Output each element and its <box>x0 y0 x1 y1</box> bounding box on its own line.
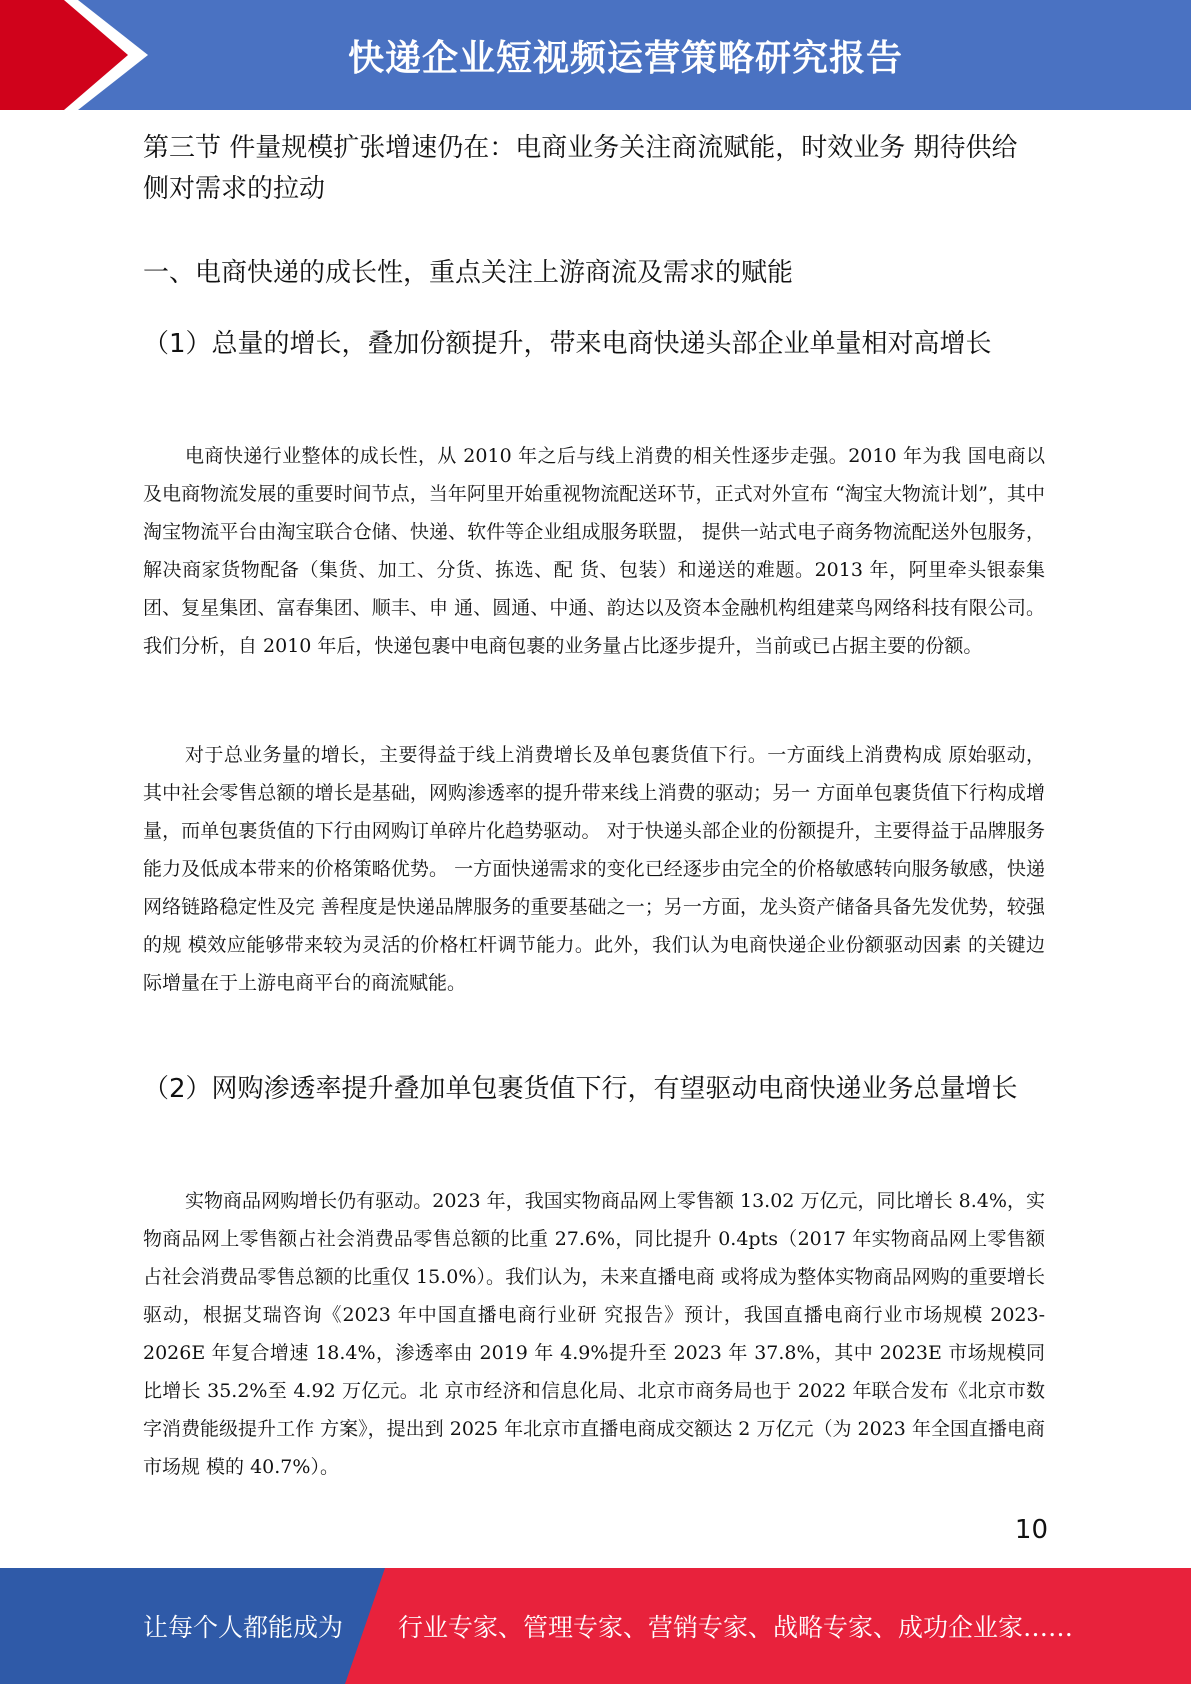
body-paragraph-1: 电商快递行业整体的成长性，从 2010 年之后与线上消费的相关性逐步走强。2010 年为我 国电商以及电商物流发展的重要时间节点，当年阿里开始重视物流配送环节，正式对外宣布 “淘宝大物流计划”，其中淘宝物流平台由淘宝联合仓储、快递、软件等企业组成服务联盟， 提供一站式电子商务物流配送外包服务，解决商家货物配备（集货、加工、分货、拣选、配 货、包装）和递送的难题。2013 年，阿里牵头银泰集团、复星集团、富春集团、顺丰、申 通、圆通、中通、韵达以及资本金融机构组建菜鸟网络科技有限公司。我们分析，自 2010 年后，快递包裹中电商包裹的业务量占比逐步提升，当前或已占据主要的份额。 <box>143 445 1045 657</box>
subsection-heading-1: （1）总量的增长，叠加份额提升，带来电商快递头部企业单量相对高增长 <box>143 329 992 359</box>
page-header <box>0 0 1191 110</box>
page-footer <box>0 1568 1191 1684</box>
part-heading: 一、电商快递的成长性，重点关注上游商流及需求的赋能 <box>143 258 794 288</box>
body-paragraph-3: 实物商品网购增长仍有驱动。2023 年，我国实物商品网上零售额 13.02 万亿元，同比增长 8.4%，实物商品网上零售额占社会消费品零售总额的比重 27.6%，同比提升 0.4pts（2017 年实物商品网上零售额占社会消费品零售总额的比重仅 15.0%）。我们认为，未来直播电商 或将成为整体实物商品网购的重要增长驱动，根据艾瑞咨询《2023 年中国直播电商行业研 究报告》预计，我国直播电商行业市场规模 2023-2026E 年复合增速 18.4%，渗透率由 2019 年 4.9%提升至 2023 年 37.8%，其中 2023E 市场规模同比增长 35.2%至 4.92 万亿元。北 京市经济和信息化局、北京市商务局也于 2022 年联合发布《北京市数字消费能级提升工作 方案》，提出到 2025 年北京市直播电商成交额达 2 万亿元（为 2023 年全国直播电商市场规 模的 40.7%）。 <box>143 1190 1045 1478</box>
subsection-heading-2: （2）网购渗透率提升叠加单包裹货值下行，有望驱动电商快递业务总量增长 <box>143 1074 1018 1104</box>
section-heading: 第三节 件量规模扩张增速仍在：电商业务关注商流赋能，时效业务 期待供给侧对需求的拉动 <box>143 133 1018 204</box>
page-number: 10 <box>1014 1515 1048 1545</box>
footer-slogan-right: 行业专家、管理专家、营销专家、战略专家、成功企业家…… <box>398 1613 1074 1642</box>
body-paragraph-2: 对于总业务量的增长，主要得益于线上消费增长及单包裹货值下行。一方面线上消费构成 原始驱动，其中社会零售总额的增长是基础，网购渗透率的提升带来线上消费的驱动；另一 方面单包裹货值下行构成增量，而单包裹货值的下行由网购订单碎片化趋势驱动。 对于快递头部企业的份额提升，主要得益于品牌服务能力及低成本带来的价格策略优势。 一方面快递需求的变化已经逐步由完全的价格敏感转向服务敏感，快递网络链路稳定性及完 善程度是快递品牌服务的重要基础之一；另一方面，龙头资产储备具备先发优势，较强的规 模效应能够带来较为灵活的价格杠杆调节能力。此外，我们认为电商快递企业份额驱动因素 的关键边际增量在于上游电商平台的商流赋能。 <box>143 744 1045 994</box>
report-title: 快递企业短视频运营策略研究报告 <box>347 37 903 79</box>
header-arrow-icon <box>0 0 150 110</box>
footer-slogan-left: 让每个人都能成为 <box>143 1613 344 1642</box>
